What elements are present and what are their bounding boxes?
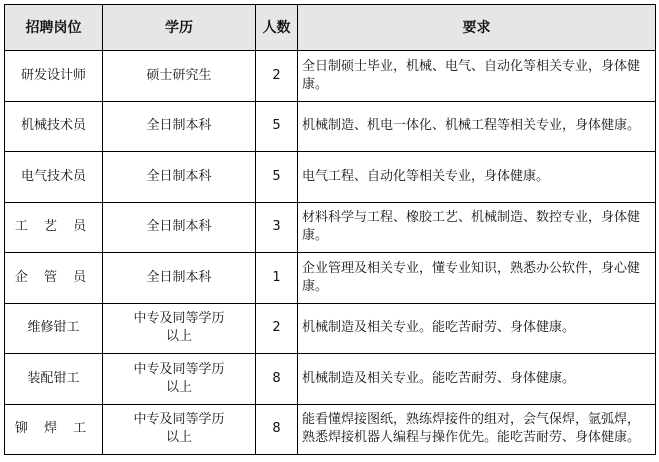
table-row: [5, 404, 656, 455]
cell-position: 研发设计师: [5, 51, 103, 102]
cell-education-line: 中专及同等学历: [133, 311, 225, 327]
cell-requirements: 机械制造、机电一体化、机械工程等相关专业，身体健康。: [298, 101, 656, 152]
cell-count: 8: [256, 404, 298, 455]
cell-requirements: 能看懂焊接图纸，熟练焊接件的组对，会气保焊，氩弧焊，熟悉焊接机器人编程与操作优先。能吃苦耐劳、身体健康。: [298, 404, 656, 455]
cell-position: 工 艺 员: [5, 202, 103, 253]
cell-count: 3: [256, 202, 298, 253]
cell-count: 2: [256, 51, 298, 102]
table-row: [5, 51, 656, 102]
cell-education-line: 中专及同等学历: [133, 361, 225, 377]
cell-position: 机械技术员: [5, 101, 103, 152]
cell-education: [103, 202, 256, 253]
table-row: [5, 253, 656, 304]
cell-education-line: 以上: [165, 430, 192, 446]
cell-education: [103, 253, 256, 304]
table-header-row: [5, 5, 656, 51]
cell-position: 电气技术员: [5, 152, 103, 203]
table-row: [5, 303, 656, 354]
header-requirements: 要求: [298, 5, 656, 51]
cell-education-line: 全日制本科: [146, 219, 212, 235]
cell-education-line: 硕士研究生: [146, 67, 212, 83]
table-row: [5, 354, 656, 405]
cell-education-line: 以上: [165, 379, 192, 395]
cell-position: 装配钳工: [5, 354, 103, 405]
cell-education: [103, 303, 256, 354]
cell-requirements: 机械制造及相关专业。能吃苦耐劳、身体健康。: [298, 303, 656, 354]
header-education: 学历: [103, 5, 256, 51]
cell-education-line: 全日制本科: [146, 168, 212, 184]
cell-education: [103, 101, 256, 152]
cell-education: [103, 404, 256, 455]
cell-count: 5: [256, 152, 298, 203]
header-count: 人数: [256, 5, 298, 51]
cell-education: [103, 51, 256, 102]
cell-requirements: 企业管理及相关专业，懂专业知识，熟悉办公软件，身心健康。: [298, 253, 656, 304]
header-position: 招聘岗位: [5, 5, 103, 51]
cell-count: 8: [256, 354, 298, 405]
cell-position: 铆 焊 工: [5, 404, 103, 455]
cell-education: [103, 152, 256, 203]
cell-requirements: 机械制造及相关专业。能吃苦耐劳、身体健康。: [298, 354, 656, 405]
table-row: [5, 152, 656, 203]
table-row: [5, 202, 656, 253]
cell-position: 企 管 员: [5, 253, 103, 304]
cell-education-line: 中专及同等学历: [133, 412, 225, 428]
cell-education-line: 全日制本科: [146, 269, 212, 285]
cell-requirements: 全日制硕士毕业，机械、电气、自动化等相关专业，身体健康。: [298, 51, 656, 102]
table-row: [5, 101, 656, 152]
cell-education: [103, 354, 256, 405]
cell-count: 1: [256, 253, 298, 304]
cell-requirements: 电气工程、自动化等相关专业，身体健康。: [298, 152, 656, 203]
cell-education-line: 以上: [165, 329, 192, 345]
cell-count: 5: [256, 101, 298, 152]
cell-count: 2: [256, 303, 298, 354]
recruitment-table: [4, 4, 656, 455]
cell-requirements: 材料科学与工程、橡胶工艺、机械制造、数控专业，身体健康。: [298, 202, 656, 253]
cell-education-line: 全日制本科: [146, 118, 212, 134]
cell-position: 维修钳工: [5, 303, 103, 354]
